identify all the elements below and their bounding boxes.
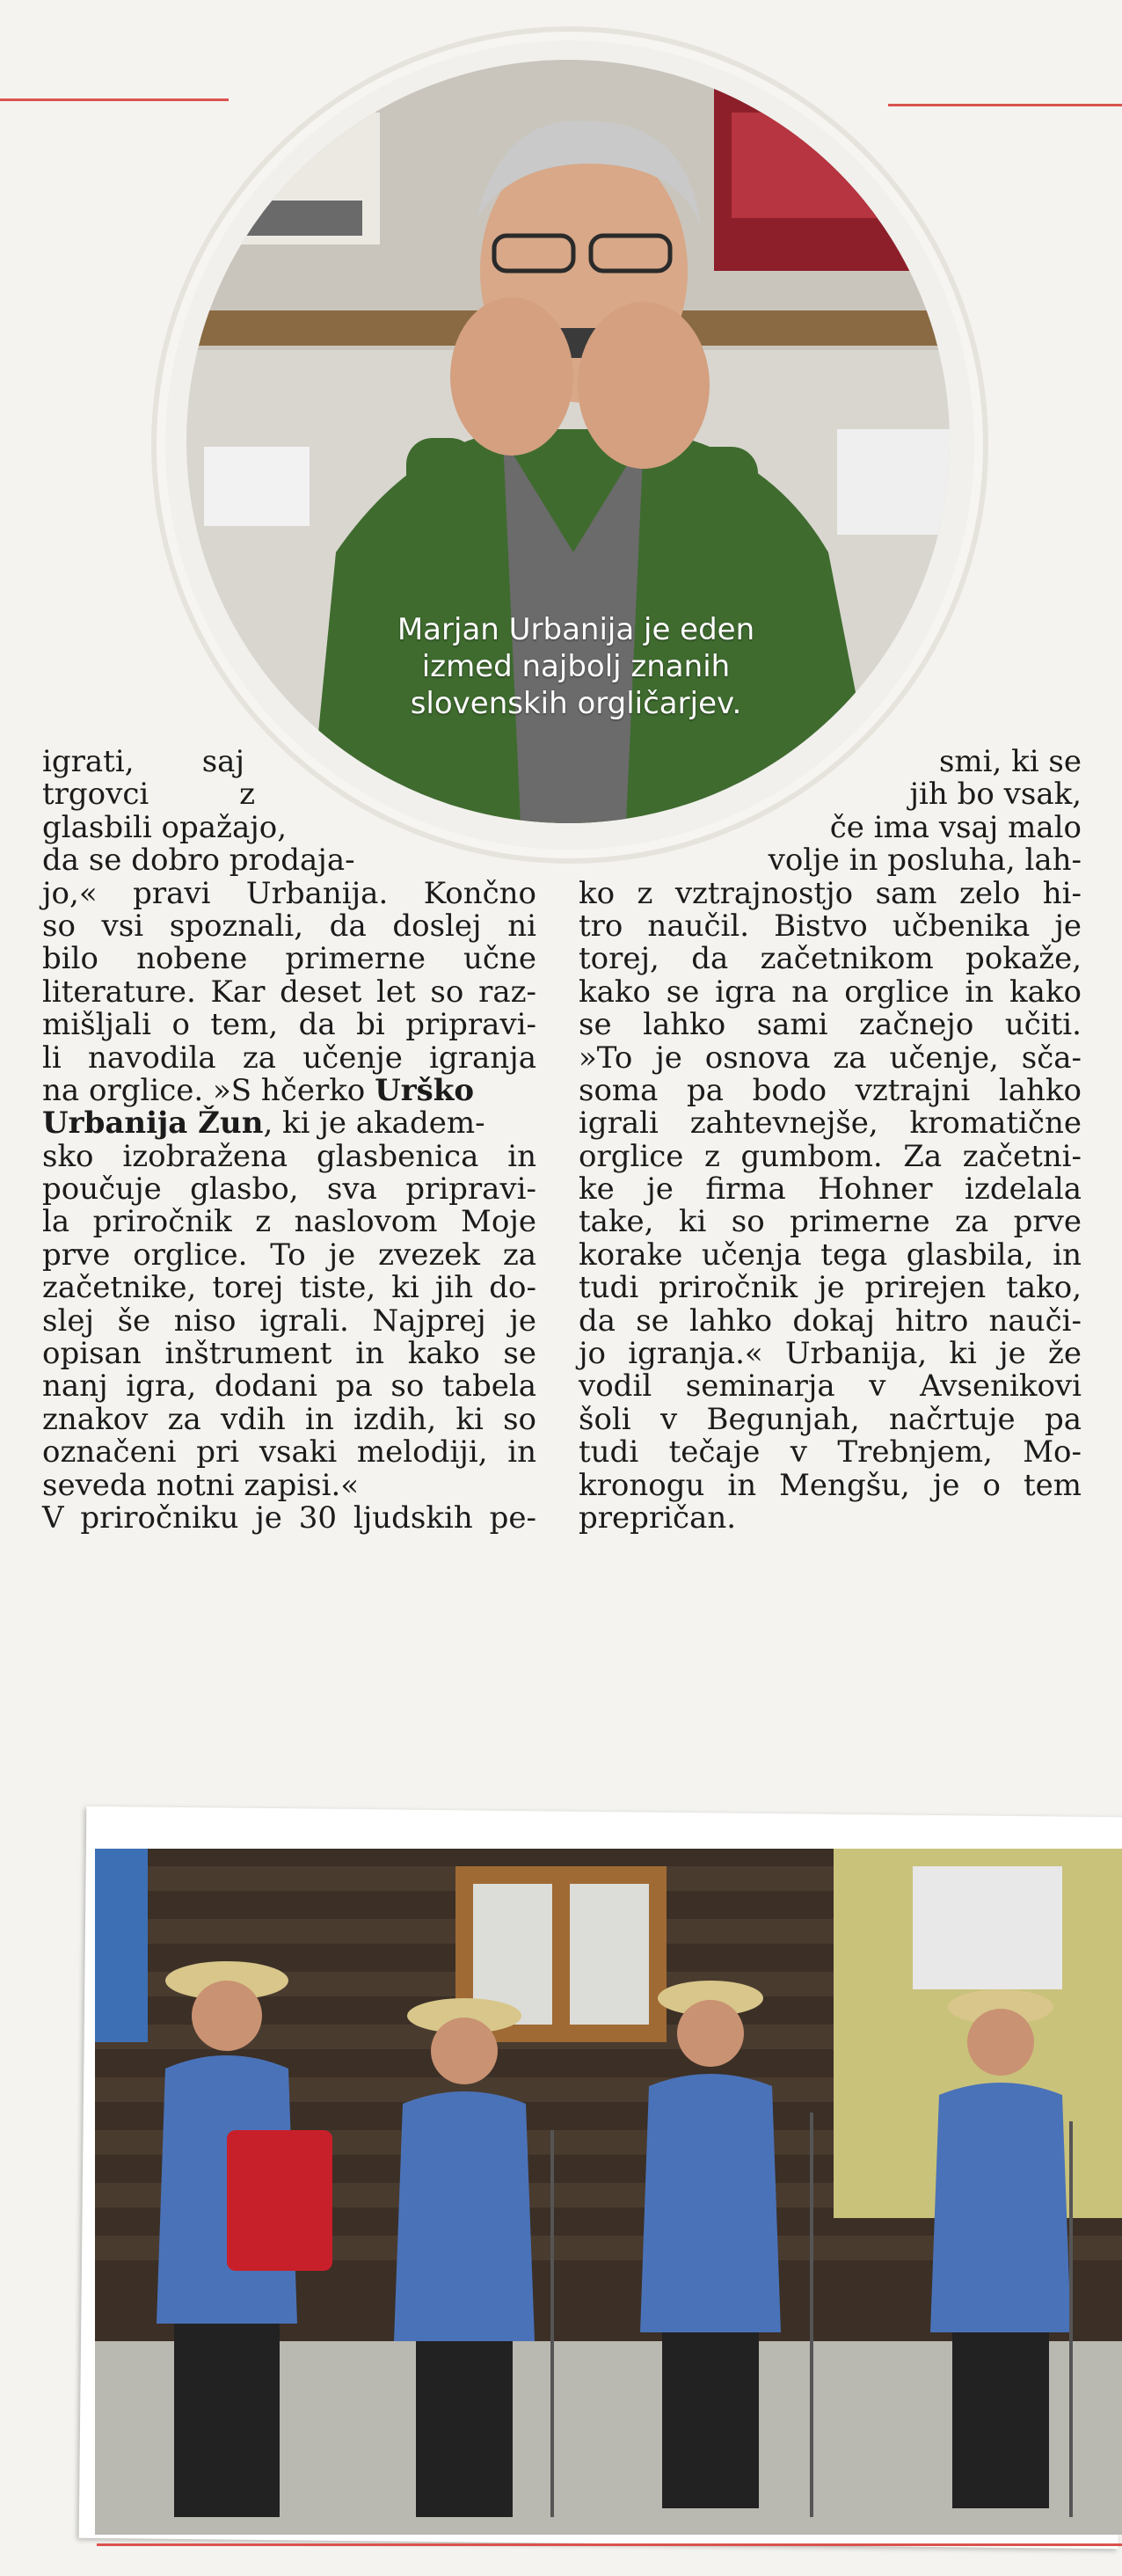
text-line: jih bo vsak, [909,777,1082,813]
text-line: li navodila za učenje igranja [42,1040,536,1076]
text-line: literature. Kar deset let so raz- [42,974,536,1010]
text-line: da se lahko dokaj hitro nauči- [579,1303,1082,1339]
text-line: torej, da začetnikom pokaže, [579,941,1082,977]
text-line: trgovci z [42,777,255,813]
text-line: igrali zahtevnejše, kromatične [579,1106,1082,1142]
caption-line: izmed najbolj znanih [421,649,731,684]
text-line: igrati, saj [42,744,244,779]
text-line: jo igranja.« Urbanija, ki je že [579,1336,1082,1372]
text-line: znakov za vdih in izdih, ki so [42,1401,536,1437]
text-line: smi, ki se [938,744,1082,779]
text-line: bilo nobene primerne učne [42,941,536,977]
caption-line: Marjan Urbanija je eden [397,612,755,647]
text-line: jo,« pravi Urbanija. Končno [42,875,536,911]
text-line: vodil seminarja v Avsenikovi [579,1368,1082,1405]
top-red-rule-right [888,104,1122,106]
text-line: se lahko sami začnejo učiti. [579,1007,1082,1043]
text-line: če ima vsaj malo [829,809,1082,845]
text-line: mišljali o tem, da bi pripravi- [42,1007,536,1043]
text-line: orglice z gumbom. Za začetni- [579,1138,1082,1174]
group-photo [95,1849,1122,2535]
text-line: soma pa bodo vztrajni lahko [579,1072,1082,1108]
text-line: nanj igra, dodani pa so tabela [42,1368,536,1405]
text-line: šoli v Begunjah, načrtuje pa [579,1401,1082,1437]
text-line: glasbili opažajo, [42,809,288,845]
text-line: poučuje glasbo, sva pripravi- [42,1171,536,1208]
text-line: da se dobro prodaja- [42,843,355,879]
portrait-caption [347,611,805,722]
bold-name: Urbanija Žun [42,1106,264,1142]
text-line: sko izobražena glasbenica in [42,1138,536,1174]
text-line: tudi priročnik je prirejen tako, [579,1270,1082,1306]
text-line: označeni pri vsaki melodiji, in [42,1434,536,1470]
text-line: korake učenja tega glasbila, in [579,1237,1082,1273]
article-column-left [42,746,536,1535]
text-run: na orglice. »S hčerko [42,1072,366,1108]
bold-name: Urško [375,1072,475,1108]
text-line: ko z vztrajnostjo sam zelo hi- [579,875,1082,911]
text-line: seveda notni zapisi.« [42,1467,360,1503]
text-line: prepričan. [579,1500,737,1536]
text-line: la priročnik z naslovom Moje [42,1204,536,1240]
text-line: so vsi spoznali, da doslej ni [42,908,536,944]
text-line: V priročniku je 30 ljudskih pe- [42,1500,536,1536]
text-line: kako se igra na orglice in kako [579,974,1082,1010]
text-line: volje in posluha, lah- [768,843,1082,879]
bottom-red-rule [97,2543,1122,2546]
article-column-right [579,746,1082,1535]
text-line: prve orglice. To je zvezek za [42,1237,536,1273]
text-line: tro naučil. Bistvo učbenika je [579,908,1082,944]
text-line: ke je firma Hohner izdelala [579,1171,1082,1208]
text-line: take, ki so primerne za prve [579,1204,1082,1240]
text-line: »To je osnova za učenje, sča- [579,1040,1082,1076]
text-line: slej še niso igrali. Najprej je [42,1303,536,1339]
text-line: opisan inštrument in kako se [42,1336,536,1372]
text-line: začetnike, torej tiste, ki jih do- [42,1270,536,1306]
caption-line: slovenskih orgličarjev. [410,686,742,721]
text-line: tudi tečaje v Trebnjem, Mo- [579,1434,1082,1470]
text-line [42,1107,536,1140]
text-line: kronogu in Mengšu, je o tem [579,1467,1082,1503]
text-run: , ki je akadem- [263,1106,485,1142]
top-red-rule-left [0,99,229,101]
text-line [42,1072,536,1108]
